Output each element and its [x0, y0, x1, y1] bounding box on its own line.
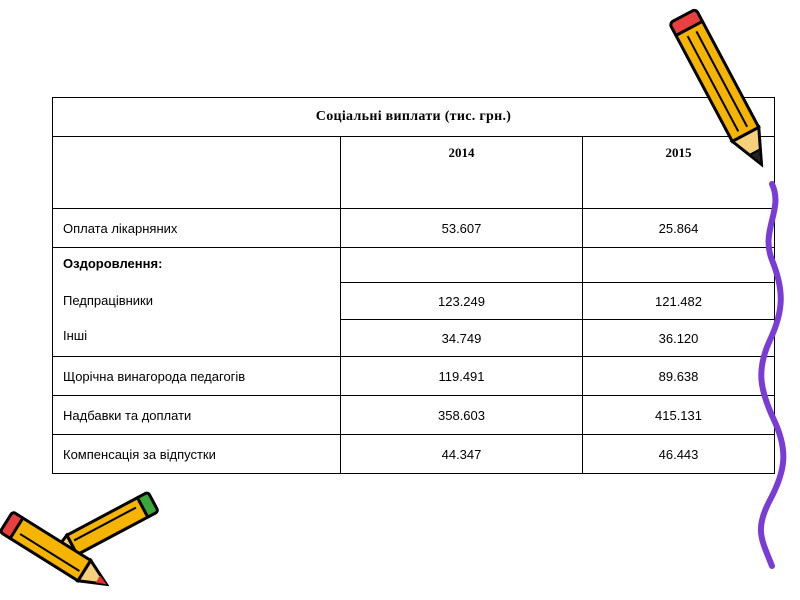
row-label-wellness-employees: Педпрацівники	[63, 293, 154, 308]
pencil-icon	[668, 0, 788, 190]
cell-annual-bonus-2014: 119.491	[341, 357, 583, 396]
year-2014-header: 2014	[341, 137, 583, 209]
cell-annual-bonus-2015: 89.638	[583, 357, 775, 396]
cell-others-2014: 34.749	[341, 320, 583, 357]
cell-others-2015: 36.120	[583, 320, 775, 357]
row-label-wellness-group	[53, 248, 341, 357]
row-label-annual-bonus: Щорічна винагорода педагогів	[53, 357, 341, 396]
year-2015-header: 2015	[583, 137, 775, 209]
row-label-sick-pay: Оплата лікарняних	[53, 209, 341, 248]
table-row	[53, 435, 775, 474]
header-empty-cell	[53, 137, 341, 209]
cell-allowances-2015: 415.131	[583, 396, 775, 435]
cell-vacation-comp-2014: 44.347	[341, 435, 583, 474]
table-row	[53, 357, 775, 396]
table-row	[53, 209, 775, 248]
table-row	[53, 396, 775, 435]
row-label-allowances: Надбавки та доплати	[53, 396, 341, 435]
cell-employees-2015: 121.482	[583, 283, 775, 320]
row-label-wellness: Оздоровлення:	[63, 256, 163, 271]
pencil-icon	[0, 505, 120, 600]
cell-sick-pay-2015: 25.864	[583, 209, 775, 248]
row-label-wellness-others: Інші	[63, 328, 88, 343]
cell-employees-2014: 123.249	[341, 283, 583, 320]
row-label-vacation-comp: Компенсація за відпустки	[53, 435, 341, 474]
cell-wellness-2014	[341, 248, 583, 283]
cell-wellness-2015	[583, 248, 775, 283]
table-row	[53, 248, 775, 283]
squiggle-icon	[752, 180, 792, 570]
cell-vacation-comp-2015: 46.443	[583, 435, 775, 474]
social-payments-table	[52, 97, 775, 474]
cell-allowances-2014: 358.603	[341, 396, 583, 435]
table-title: Соціальні виплати (тис. грн.)	[53, 98, 775, 137]
cell-sick-pay-2014: 53.607	[341, 209, 583, 248]
